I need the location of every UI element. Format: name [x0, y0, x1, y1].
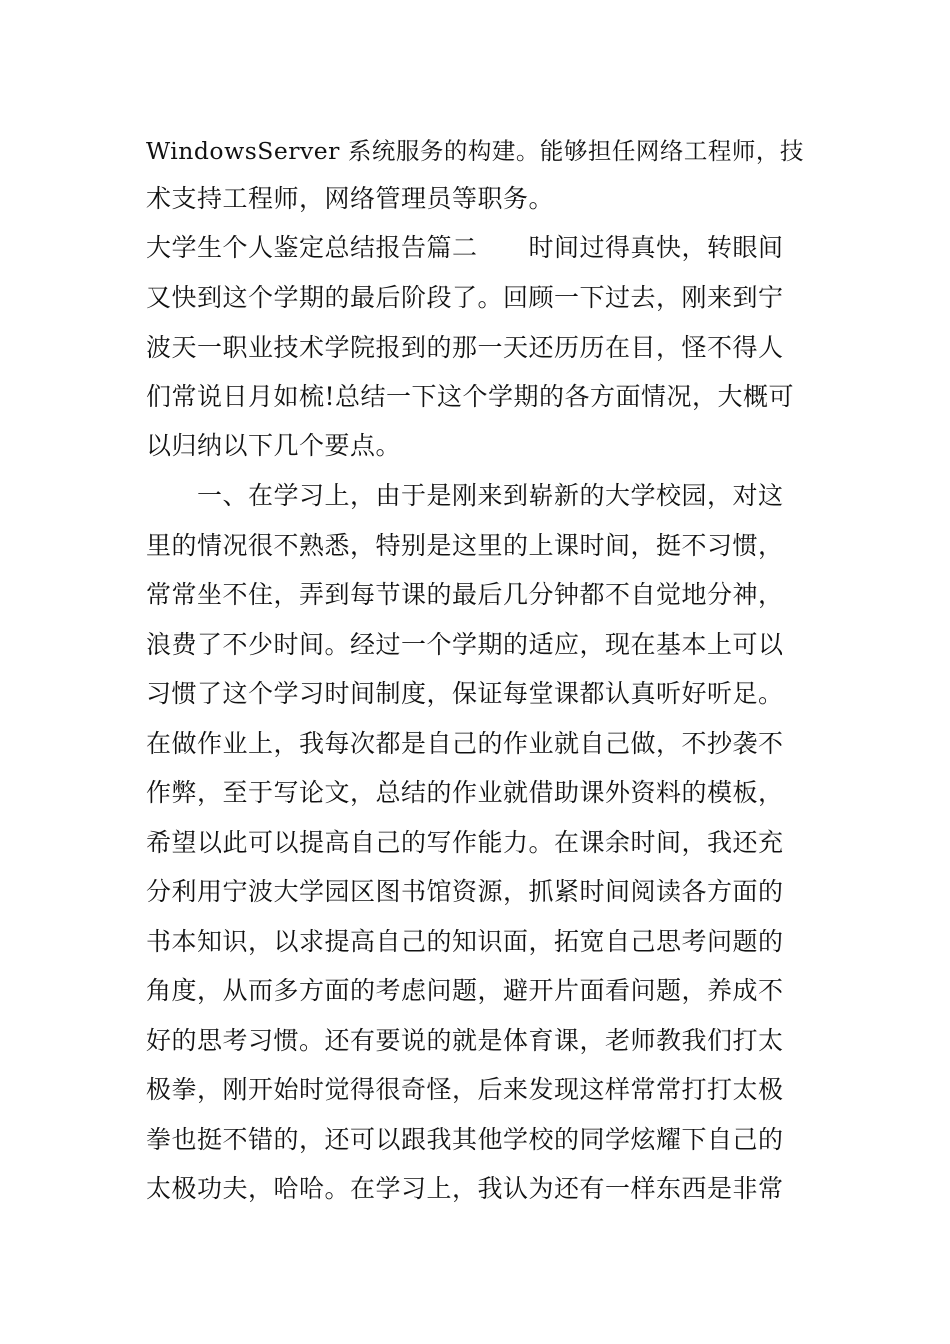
text-line: 极拳，刚开始时觉得很奇怪，后来发现这样常常打打太极 [146, 1075, 784, 1104]
text-line: 又快到这个学期的最后阶段了。回顾一下过去，刚来到宁 [146, 283, 784, 312]
text-line: 作弊，至于写论文，总结的作业就借助课外资料的模板， [146, 778, 784, 807]
text-line: 分利用宁波大学园区图书馆资源，抓紧时间阅读各方面的 [146, 877, 784, 906]
text-line: 希望以此可以提高自己的写作能力。在课余时间，我还充 [146, 828, 784, 857]
text-line: 波天一职业技术学院报到的那一天还历历在目，怪不得人 [146, 333, 784, 362]
text-line: 以归纳以下几个要点。 [146, 431, 402, 460]
text-line: 书本知识，以求提高自己的知识面，拓宽自己思考问题的 [146, 927, 784, 956]
text-line: 拳也挺不错的，还可以跟我其他学校的同学炫耀下自己的 [146, 1125, 784, 1154]
text-line: 在做作业上，我每次都是自己的作业就自己做，不抄袭不 [146, 729, 784, 758]
text-line: 太极功夫，哈哈。在学习上，我认为还有一样东西是非常 [146, 1174, 784, 1203]
text-line: 习惯了这个学习时间制度，保证每堂课都认真听好听足。 [146, 679, 784, 708]
text-line: 们常说日月如梳!总结一下这个学期的各方面情况，大概可 [146, 382, 795, 411]
text-line: 术支持工程师，网络管理员等职务。 [146, 184, 555, 213]
text-line: 好的思考习惯。还有要说的就是体育课，老师教我们打太 [146, 1026, 784, 1055]
text-line: 大学生个人鉴定总结报告篇二 时间过得真快，转眼间 [146, 233, 784, 262]
text-line: 浪费了不少时间。经过一个学期的适应，现在基本上可以 [146, 630, 784, 659]
text-line: 一、在学习上，由于是刚来到崭新的大学校园，对这 [146, 481, 784, 510]
text-line: 里的情况很不熟悉，特别是这里的上课时间，挺不习惯， [146, 531, 784, 560]
text-line: 角度，从而多方面的考虑问题，避开片面看问题，养成不 [146, 976, 784, 1005]
text-line: 常常坐不住，弄到每节课的最后几分钟都不自觉地分神， [146, 580, 784, 609]
text-line: WindowsServer 系统服务的构建。能够担任网络工程师，技 [146, 137, 804, 165]
